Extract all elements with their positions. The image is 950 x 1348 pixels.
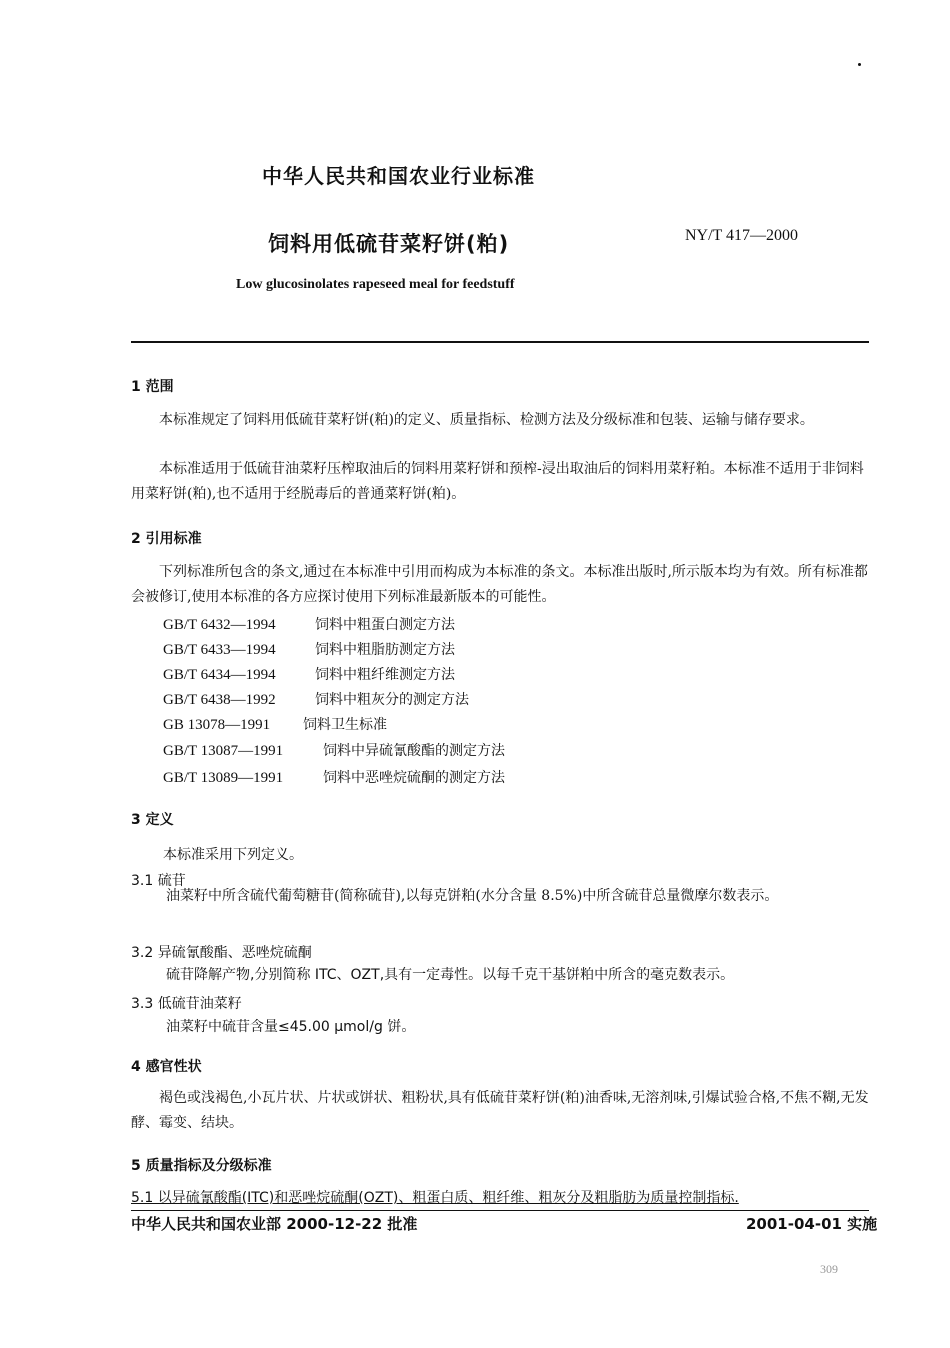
section-2-heading: 2 引用标准 [131,531,202,547]
reference-code: GB/T 6438—1992 [163,692,276,708]
reference-title: 饲料中粗纤维测定方法 [315,667,455,683]
reference-code: GB/T 13089—1991 [163,770,284,786]
reference-title: 饲料中异硫氰酸酯的测定方法 [323,743,505,759]
reference-item [163,639,455,659]
definition-3-2-body: 硫苷降解产物,分别简称 ITC、OZT,具有一定毒性。以每千克干基饼粕中所含的毫克数表示。 [166,967,735,983]
definition-3-3-heading: 3.3 低硫苷油菜籽 [131,996,242,1012]
section-4-paragraph: 褐色或浅褐色,小瓦片状、片状或饼状、粗粉状,具有低硫苷菜籽饼(粕)油香味,无溶剂味,引爆试验合格,不焦不糊,无发酵、霉变、结块。 [131,1090,869,1131]
reference-code: GB/T 6434—1994 [163,667,276,683]
definition-3-1-heading: 3.1 硫苷 [131,873,186,889]
reference-item [163,714,387,734]
section-3-heading: 3 定义 [131,812,174,828]
definition-3-1-body: 油菜籽中所含硫代葡萄糖苷(简称硫苷),以每克饼粕(水分含量 8.5%)中所含硫苷总量微摩尔数表示。 [166,888,779,904]
issuing-body-heading: 中华人民共和国农业行业标准 [262,164,535,188]
section-2-paragraph: 下列标准所包含的条文,通过在本标准中引用而构成为本标准的条文。本标准出版时,所示版本均为有效。所有标准都会被修订,使用本标准的各方应探讨使用下列标准最新版本的可能性。 [131,564,868,605]
section-1-heading: 1 范围 [131,379,174,395]
document-title-cn: 饲料用低硫苷菜籽饼(粕) [268,232,510,256]
section-1-paragraph-1: 本标准规定了饲料用低硫苷菜籽饼(粕)的定义、质量指标、检测方法及分级标准和包装、运输与储存要求。 [159,412,814,428]
section-4-heading: 4 感官性状 [131,1059,202,1075]
scan-speck [858,63,861,66]
approval-line: 中华人民共和国农业部 2000-12-22 批准 [131,1215,418,1233]
section-1-paragraph-2: 本标准适用于低硫苷油菜籽压榨取油后的饲料用菜籽饼和预榨-浸出取油后的饲料用菜籽粕。本标准不适用于非饲料用菜籽饼(粕),也不适用于经脱毒后的普通菜籽饼(粕)。 [131,461,864,502]
reference-item [163,740,505,760]
definition-3-2-heading: 3.2 异硫氰酸酯、恶唑烷硫酮 [131,945,312,961]
header-divider [131,341,869,343]
effective-date: 2001-04-01 实施 [746,1215,878,1233]
reference-item [163,767,505,787]
page-number: 309 [820,1262,838,1276]
document-title-en: Low glucosinolates rapeseed meal for feedstuff [236,277,515,292]
footer-divider [131,1210,869,1211]
reference-item [163,614,455,634]
section-5-1-text: 5.1 以异硫氰酸酯(ITC)和恶唑烷硫酮(OZT)、粗蛋白质、粗纤维、粗灰分及粗脂肪为质量控制指标. [131,1190,739,1206]
reference-code: GB/T 6433—1994 [163,642,276,658]
reference-code: GB/T 6432—1994 [163,617,276,633]
section-3-intro: 本标准采用下列定义。 [163,847,303,863]
reference-item [163,689,469,709]
reference-title: 饲料中恶唑烷硫酮的测定方法 [323,770,505,786]
definition-3-3-body: 油菜籽中硫苷含量≤45.00 μmol/g 饼。 [166,1019,416,1035]
reference-code: GB 13078—1991 [163,717,271,733]
section-5-heading: 5 质量指标及分级标准 [131,1158,272,1174]
reference-title: 饲料卫生标准 [303,717,387,733]
reference-title: 饲料中粗蛋白测定方法 [315,617,455,633]
reference-title: 饲料中粗灰分的测定方法 [315,692,469,708]
reference-code: GB/T 13087—1991 [163,743,284,759]
standard-code: NY/T 417—2000 [685,227,799,244]
reference-title: 饲料中粗脂肪测定方法 [315,642,455,658]
reference-item [163,664,455,684]
